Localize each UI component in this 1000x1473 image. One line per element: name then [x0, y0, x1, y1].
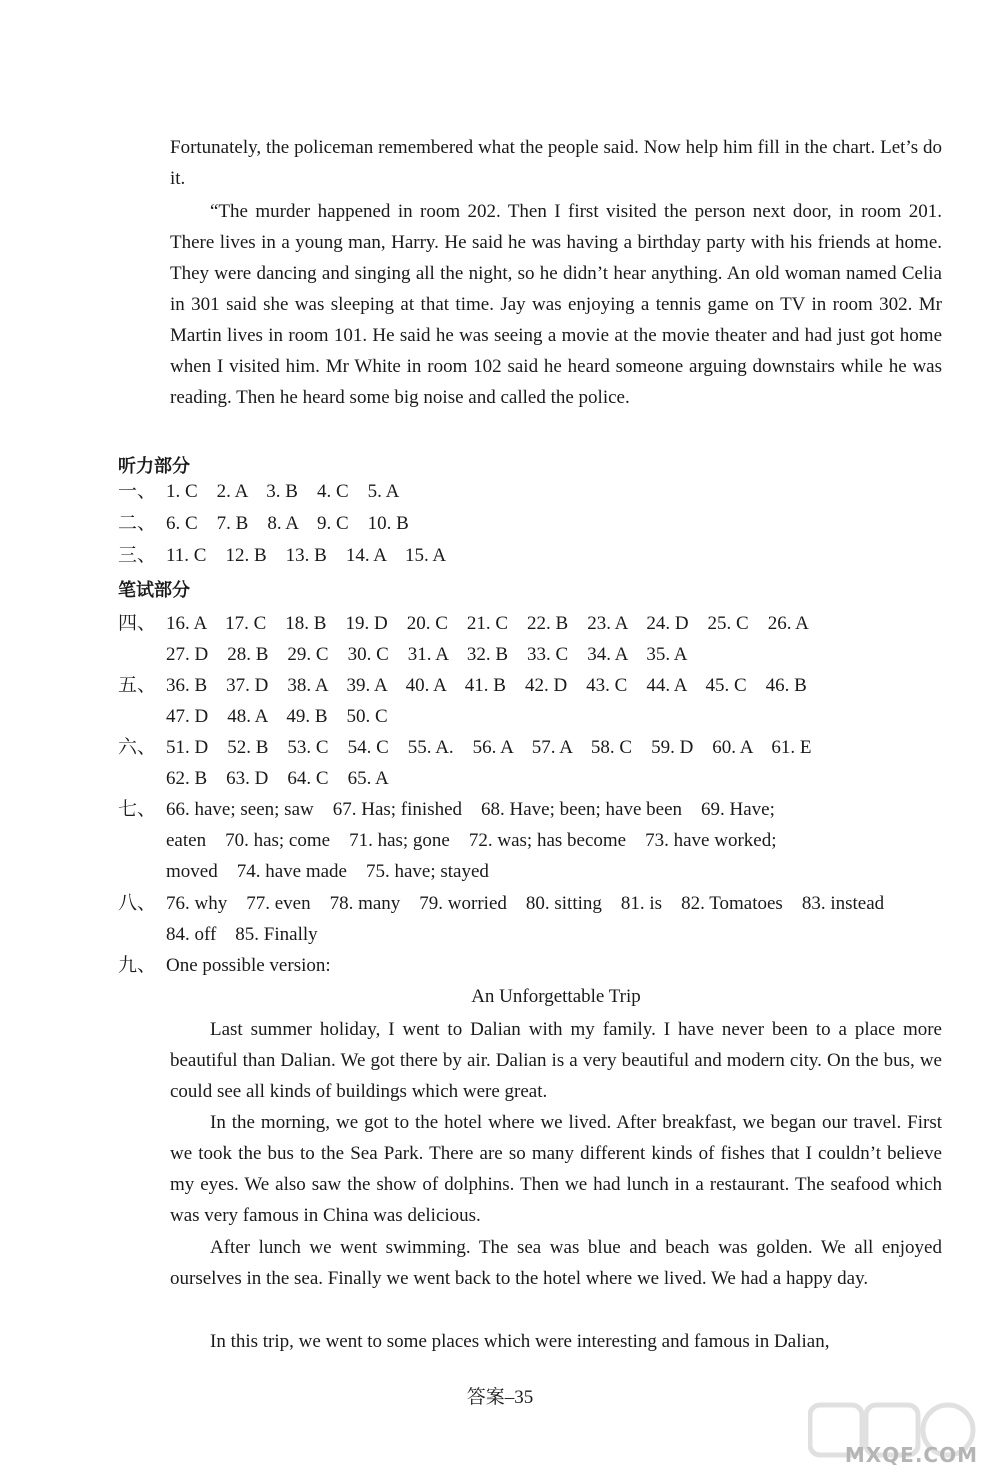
answer-line: 27. D 28. B 29. C 30. C 31. A 32. B 33. C 34. A 35. A [166, 644, 688, 665]
intro-paragraph-1: Fortunately, the policeman remembered what the people said. Now help him fill in the chart. Let’s do it. [170, 137, 942, 189]
row-answers [166, 732, 942, 794]
answer-line: 66. have; seen; saw 67. Has; finished 68. Have; been; have been 69. Have; [166, 799, 775, 820]
writing-row-7 [118, 794, 942, 887]
watermark-url: MXQE.COM [844, 1443, 978, 1467]
answer-line: 16. A 17. C 18. B 19. D 20. C 21. C 22. B 23. A 24. D 25. C 26. A [166, 613, 809, 634]
answer-line: eaten 70. has; come 71. has; gone 72. was; has become 73. have worked; [166, 830, 777, 851]
essay-paragraph-2: In the morning, we got to the hotel where we lived. After breakfast, we began our travel. First we took the bus to the Sea Park. There are so many different kinds of fishes that I couldn’t believe my eyes. We also saw the show of dolphins. Then we had lunch in a restaurant. The seafood which was very famous in China was delicious. [170, 1112, 942, 1226]
answer-line: 36. B 37. D 38. A 39. A 40. A 41. B 42. D 43. C 44. A 45. C 46. B [166, 675, 807, 696]
writing-row-9 [118, 950, 942, 981]
answer-line: 76. why 77. even 78. many 79. worried 80. sitting 81. is 82. Tomatoes 83. instead [166, 893, 885, 914]
writing-row-6 [118, 732, 942, 794]
answer-line: moved 74. have made 75. have; stayed [166, 861, 489, 882]
writing-row-5 [118, 670, 942, 732]
row-answers [166, 888, 942, 950]
row-answers: 11. C 12. B 13. B 14. A 15. A [166, 545, 447, 566]
essay-paragraph-3: After lunch we went swimming. The sea was blue and beach was golden. We all enjoyed ourselves in the sea. Finally we went back to the hotel where we lived. We had a happy day. [170, 1237, 942, 1289]
row-number: 六、 [118, 737, 157, 758]
row-answers [166, 794, 942, 887]
writing-row-8 [118, 888, 942, 950]
row-answers: 1. C 2. A 3. B 4. C 5. A [166, 481, 400, 502]
answer-line: 51. D 52. B 53. C 54. C 55. A. 56. A 57. A 58. C 59. D 60. A 61. E [166, 737, 812, 758]
row-answers [166, 608, 942, 670]
essay-paragraph-1: Last summer holiday, I went to Dalian with my family. I have never been to a place more beautiful than Dalian. We got there by air. Dalian is a very beautiful and modern city. On the bus, we could see all kinds of buildings which were great. [170, 1019, 942, 1102]
row-number: 九、 [118, 955, 157, 976]
answer-line: 84. off 85. Finally [166, 924, 318, 945]
listening-row-1 [118, 476, 942, 507]
intro-paragraph-2: “The murder happened in room 202. Then I first visited the person next door, in room 201. There lives in a young man, Harry. He said he was having a birthday party with his friends at home. They were dancing and singing all the night, so he didn’t hear anything. An old woman named Celia in 301 said she was sleeping at that time. Jay was enjoying a tennis game on TV in room 302. Mr Martin lives in room 101. He said he was seeing a movie at the movie theater and had just got home when I visited him. Mr White in room 102 said he heard someone arguing downstairs while he was reading. Then he heard some big noise and called the police. [170, 201, 942, 408]
row-number: 四、 [118, 613, 157, 634]
listening-row-2 [118, 508, 942, 539]
row-answers: 6. C 7. B 8. A 9. C 10. B [166, 513, 409, 534]
writing-row-4 [118, 608, 942, 670]
essay-title: An Unforgettable Trip [471, 986, 641, 1007]
row-number: 二、 [118, 513, 157, 534]
page-number: 答案–35 [466, 1387, 534, 1408]
row-answers: One possible version: [166, 955, 331, 976]
listening-row-3 [118, 540, 942, 571]
answer-line: 62. B 63. D 64. C 65. A [166, 768, 389, 789]
writing-heading: 笔试部分 [118, 580, 190, 601]
row-number: 八、 [118, 893, 157, 914]
essay-paragraph-4: In this trip, we went to some places which were interesting and famous in Dalian, [210, 1331, 830, 1352]
row-number: 一、 [118, 481, 157, 502]
row-number: 五、 [118, 675, 157, 696]
listening-heading: 听力部分 [118, 456, 190, 477]
row-number: 七、 [118, 799, 157, 820]
row-answers [166, 670, 942, 732]
row-number: 三、 [118, 545, 157, 566]
answer-line: 47. D 48. A 49. B 50. C [166, 706, 388, 727]
